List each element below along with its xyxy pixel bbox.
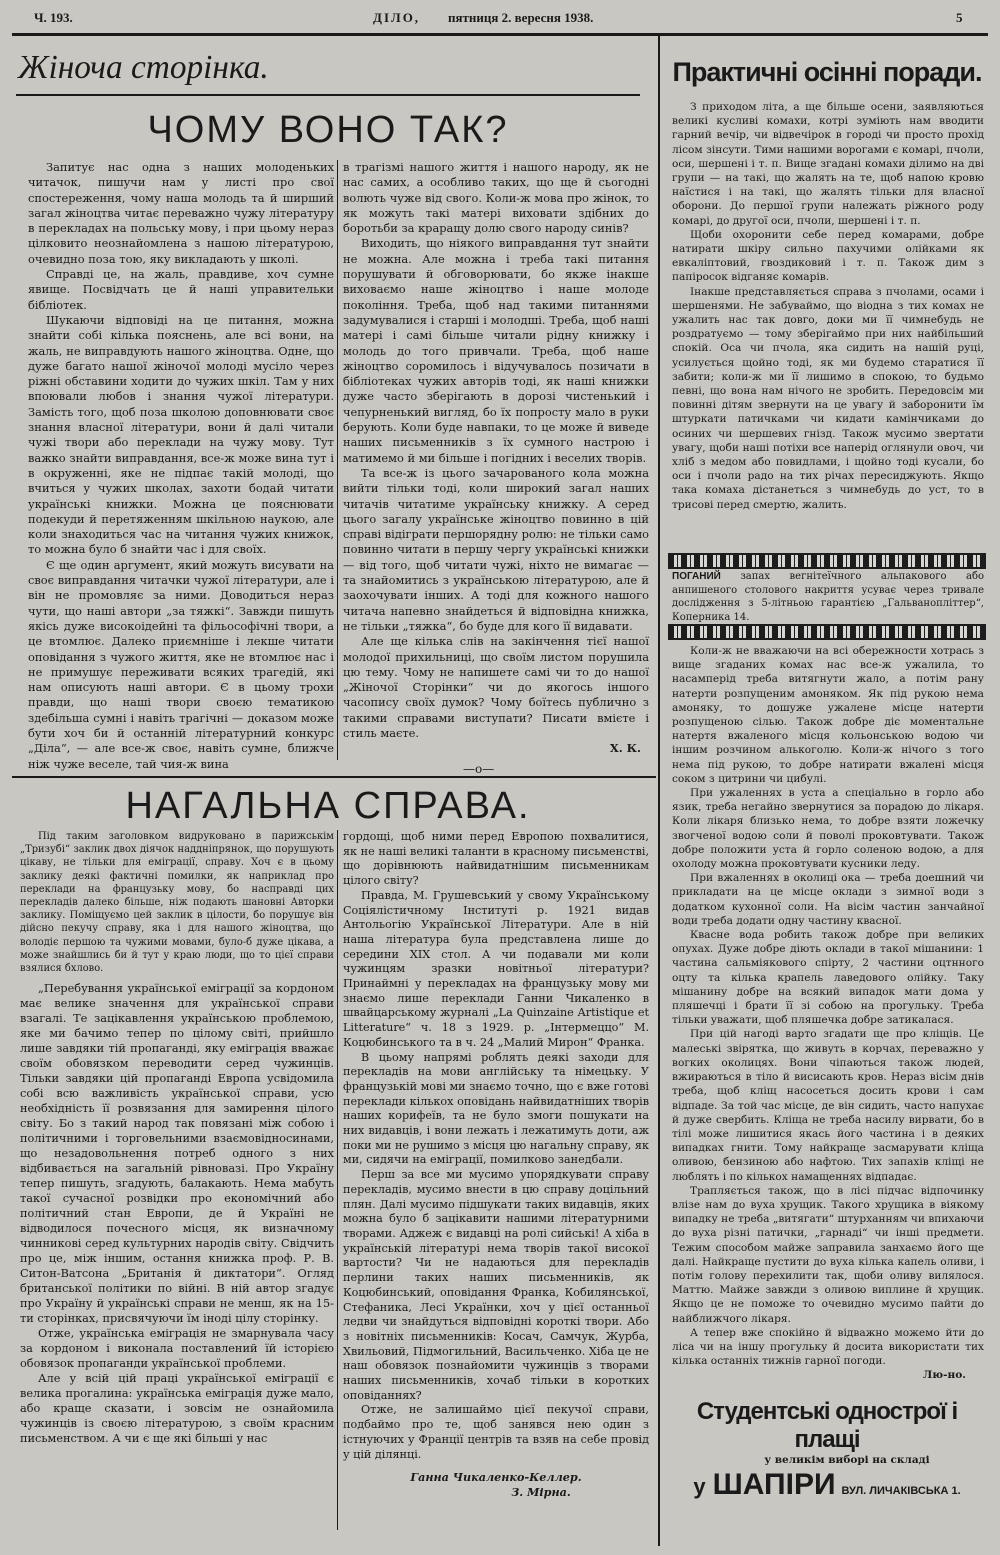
paragraph: Справді це, на жаль, правдиве, хоч сумне явище. Посвідчать це й наші управительки бібліотек. <box>28 267 334 312</box>
autumn-advice-part-1 <box>672 100 984 512</box>
paragraph: Шукаючи відповіді на це питання, можна знайти собі кілька пояснень, але всі вони, на жаль, не виправдують нашого жіноцтва. Одне, що дуже багато нашої жіночої молоді мусіло через ріжні обставини ходити до чужих шкіл. Там у них впоювали любов і знання чужої літератури. Замість того, щоб поза школою доповнювати своє знання власної літератури, вони й далі читали чужі твори або переклади на чужу мову. Тут важко знайти виправдання, все-ж може вина тут і в окруженні, яке не підпає такій молоді, що вчиться у чужих школах, захоти бодай читати українські книжки. Можна це пояснювати подекуди й перетяженням шкільною наукою, але коли знаходиться час на читання чужих книжок, то можна було б знайти час і для своїх. <box>28 312 334 557</box>
author-signature: Ганна Чикаленко-Келлер. <box>410 1470 582 1485</box>
paragraph: При цій нагоді варто згадати ще про кліщів. Це малеські звірятка, що живуть в корчах, переважно у вогких околицях. Вони чіпаються також людей, вжираються в тіло й висисають кров. Нераз вісім днів треба, щоб кліщ насосеться досить крови і сам відпаде. За той час місце, де він сидить, часто напухає й дуже свербить. Кліща не треба насилу вирвати, бо в тілі може лишитися якась його частина і в деяких випадках гнити. Тому найкраще засмарувати кліща оливою, бензиною або нафтою. Тих запахів кліщі не люблять і по кількох намащеннях відпадає. <box>672 1028 984 1183</box>
paragraph: В цьому напрямі роблять деякі заходи для перекладів на мови англійську та німецьку. У французькій мові ми знаємо точно, що є вже готові переклади кількох оповідань найвидатніших творів наших корифеїв, та не було змоги пошукати на них видавців, і вони лежать і лежатимуть доти, аж поки ми не рушимо з місця цю нагальну справу, як ми, сидячи на еміграції, помилково занедбали. <box>343 1050 649 1167</box>
section-title-womens-page: Жіноча сторінка. <box>18 49 269 86</box>
ad-text: запах вегнітеїчного альпакового або анпишеного столового накриття усуває через тривале дослідження з 5-літньою гарантією „Гальванопліттер“, Коперника 14. <box>672 571 984 623</box>
paragraph: З приходом літа, а ще більше осени, заявляються великі кусливі комахи, котрі зуміють нам вводити гарний вечір, чи відвечірок в городі чи просто прохід лісом зінсути. Тими нашими ворогами є комарі, пчоли, оси, шершені і т. п. Вище згадані комахи ділимо на дві групи — на такі, що жалять на те, щоб напою кровю наїстися і на такі, що жалять тільки для власної оборони. До першої групи належать ріжного роду комарі, до другої оси, пчоли, шершені і т. п. <box>672 101 984 227</box>
common-cause-column-2 <box>343 830 649 1500</box>
article-why-column-1 <box>28 160 334 772</box>
author-signature: З. Мірна. <box>511 1484 571 1499</box>
paragraph: Перш за все ми мусимо упорядкувати справу перекладів, мусимо внести в цю справу доцільний плян. Далі мусимо підшукати таких видавців, яких можна було б зацікавити нашими літературними творами. Аджеж є видавці на ролі сийські! А хіба в українській літературі нема творів такої високої вартости? Чи не надаються для перекладів перлини таких наших письменників, як Коцюбинський, оповідання Франка, Кобилянської, Стефаника, Лесі Українки, хоч у цієї останньої ледви чи знайдуться відповідні короткі твори. Або з новітніх письменників: Косач, Самчук, Журба, Хвильовий, Підмогильний, Васильченко. Хіба це не наш обовязок познайомити чужинців з творами наших письменників, хочаб тільки в коротких оповіданнях? <box>343 1168 649 1402</box>
paragraph: Квасне вода робить також добре при великих опухах. Дуже добре діють оклади в такої мішанини: 1 частина сальміякового спірту, 2 частини оцтнного оцту та кілька крапель лаведового олійку. Таку мішанину добре на всякий випадок мати дома у пляшечці і брати її зі собою на прогульку. Треба тільки уважати, щоб пляшечка добре затикалася. <box>672 929 984 1027</box>
header-masthead: ДІЛО, <box>373 10 421 25</box>
paragraph: Але у всій цій праці української еміграції є велика прогалина: українська еміграція дуже мало, або краще сказати, і зовсім не ознайомила чужинців із своєю літературою, з своїм красним письменством. А чи є ще які більші у нас <box>20 1372 334 1446</box>
section-underline <box>16 94 640 96</box>
paragraph: Виходить, що ніякого виправдання тут знайти не можна. Але можна і треба такі питання порушувати й обговорювати, бо якже інакше виховаємо наше жіноцтво і наше молоде покоління. Треба, щоб над такими питаннями задумувалися і старші і молодші. Треба, щоб наші матері і самі більше читали рідну книжку і молодь до того привчали. Треба, щоб наше жіноцтво соромилось і відучувалось позичати в бібліотеках чужих авторів тоді, як наші книжки дуже часто зберігають в дорозі чистенький і чепурненький вигляд, бо їх попросту мало в руки берують. Коли буде навпаки, то це може й виведе наших письменників з їх сумного настрою і матимемо й ми більше і погідних і веселих творів. <box>343 236 649 465</box>
classified-ad-galvanoplitter <box>672 570 984 624</box>
paragraph: А тепер вже спокійно й відважно можемо йти до ліса чи на іншу прогульку й досита використати тих кілька останніх тижнів гарної погоди. <box>672 1326 984 1368</box>
ad-address: ВУЛ. ЛИЧАКІВСЬКА 1. <box>841 1485 961 1497</box>
ad-headline: Студентські однострої і плащі <box>696 1398 958 1453</box>
header-rule <box>12 33 988 36</box>
paragraph: Є ще один аргумент, який можуть висувати на своє виправдання читачки чужої літератури, але і він не промовляє за ними. Доводиться нераз чути, що наші автори „за тяжкі“. Завжди пишуть якісь дуже високоідейні та фільософічні твори, а це втомлює. Далеко приємніше і лекше читати оповідання з чужого життя, яке не втомлює нас і не примушує переживати всяких трагедій, які нам описують наші автори. Є в цьому трохи правди, що наші твори своєю тематикою здебільша сумні і навіть трагічні — доказом може бути хоч би й останній літературний конкурс „Діла“, — але все-ж своє, навіть сумне, ближче ніж чуже веселе, тай чия-ж вина <box>28 557 334 771</box>
paragraph: При вжаленнях в околиці ока — треба доешний чи прикладати на це місце оклади з зимної води з додатком кухонної соли. На вісім частин занчайної води треба додати одну частину квасної. <box>672 872 984 927</box>
right-column-rule <box>658 36 660 1546</box>
article-title-why: ЧОМУ ВОНО ТАК? <box>147 109 509 151</box>
paragraph: Отже, українська еміграція не змарнувала часу за кордоном і виконала поставлений їй історією обовязок пропаганди української проблеми. <box>20 1327 334 1371</box>
paragraph: Трапляється також, що в лісі підчас відпочинку влізе нам до вуха хрущик. Такого хрущика в віякому випадку не треба „витягати“ штурханням чи впихаючи до вуха різні патички, „гарнаді“ чи інші предмети. Тежим способом майже заправила занхаємо його ще далі. Найкраще пустити до вуха кілька капель оливи, і потім голову перехилити так, щоби оливу вилялося. Маттю. Майже завжди з оливою виплине й хрущик. Якщо це не поможе то очевидно мусимо пайти до найближчого лікаря. <box>672 1184 984 1325</box>
ad-subline: у великім виборі на складі <box>764 1454 930 1466</box>
ad-label: ПОГАНИЙ <box>672 571 721 582</box>
section-divider-rule <box>12 776 656 778</box>
paragraph: Отже, не залишаймо цієї пекучої справи, подбаймо про те, щоб занявся нею один з істнуючих у Франції центрів та взяв на себе провід у цій ділянці. <box>343 1403 649 1461</box>
paragraph: „Перебування української еміграції за кордоном має велике значення для української справи взагалі. Те зацікавлення українською проблемою, яке ми бачимо тепер по цілому світі, прийшло лише завдяки тій пропаганді, яку еміграція вважає своїм обовязком переводити серед чужинців. Тільки завдяки цій пропаганді Европа усвідомила собі всю важливість української справи, усю необхідність її розвязання для замирення цілого світу. Бо з такий народ так повязані між собою і політичними і торговельними взаємовідносинами, що незадовольнення потреб одного з них відбивається на загальній рівновазі. Про Україну тепер пишуть, згадують, балакають. Нема мабуть такої сучасної розвідки про економічний або політичний стан Европи, де й Україні не відводилося почесного місця, як визначному чинникові серед культурних народів світу. Свідчить про це, між іншим, остання книжка проф. Р. В. Ситон-Ватсона „Британія й диктатори“. Огляд британської політики по війні. В ній автор згадує про Україну й українські справи не менш, як на 15-ти сторінках, присвячуючи їм іноді цілу сторінку. <box>20 982 334 1326</box>
article-title-common-cause: НАГАЛЬНА СПРАВА. <box>125 785 531 827</box>
common-cause-column-1 <box>20 830 334 1446</box>
paragraph: Щоби охоронити себе перед комарами, добре натирати шкіру сильно пахучими олійками як евкаліптовий, гвоздиковий і т. п. Також дим з папіросок відганяє комарів. <box>672 228 984 284</box>
paragraph: Інакше представляється справа з пчолами, осами і шершенями. Не забуваймо, що віодна з тих комах не ужалить нас так довго, доки ми її чимнебудь не роздратуємо — тому зберігаймо при них найбільший спокій. Оса чи пчола, яка сидить на нашій руці, усилується щойно тоді, як ми будемо старатися її забити; коли-ж ми її лишимо в спокою, то будьмо певні, що вона нам нічого не зробить. Передовсім ми повинні дітям звернути на це увагу й заборонити їм штуркати патичками чи кидати камінчиками до осиних чи шершевих гнізд. Також мусимо звертати увагу, щоби наші потіхи все наперід оглянули овоч, чи хліб з медом або повидлами, і щойно тоді кусали, бо оси і пчоли радо на тих річах пересиджують. Якщо така комаха дістанеться з чимнебудь до уст, то в трисові перед смертю, жалить. <box>672 285 984 511</box>
ad-prefix: у <box>693 1474 705 1499</box>
editorial-intro: Під таким заголовком видруковано в парижськім „Тризубі“ заклик двох діячок надднiпрянок, що порушують цікаву, не тільки для еміграції, справу. Хоч є в цьому заклику деякі фактичні помилки, як наприклад про переклади на французьку мову, бо насправді цих перекладів далеко більше, ніж подають шановні Авторки заклику. Поміщуємо цей заклик в цілости, бо порушує він дійсно пекучу справу, яка і для нашого жіноцтва, що володіє першою та чужими мовами, було-б дуже цікава, а може знайшлись би й тут у краю люди, що то цієї справи взялися бхлово. <box>20 831 334 975</box>
article-title-autumn-advice: Практичні осінні поради. <box>672 57 982 87</box>
column-divider <box>337 160 338 760</box>
paragraph: При ужаленнях в уста а спеціально в горло або язик, треба негайно звернутися за порадою до лікаря. Коли лікаря близько нема, то добре взяти ложечку звогченої водою соли й поволі проковтувати. Також добре положити уста й горло соленою водою, а для охолоду можна проковтувати кусники леду. <box>672 787 984 871</box>
article-why-column-2 <box>343 160 649 757</box>
header-date: пятниця 2. вересня 1938. <box>448 10 594 25</box>
ornamental-border <box>668 553 986 569</box>
header-issue: Ч. 193. <box>34 10 73 25</box>
paragraph: Запитує нас одна з наших молоденьких читачок, пишучи нам у листі про свої спостереження, чому наша молодь та й ширший загал жіноцтва читає переважно чужу літературу в перекладах на польську мову, і при цьому нераз цілковито неознайомлена з нашою літературою, очевидно поза тою, яку викладають у школі. <box>28 160 334 266</box>
paragraph: Коли-ж не вважаючи на всі обережности хотрась з вище згаданих комах нас все-ж ужалила, то насамперід треба витягнути жало, а потім рану натерти розпущеним амоняком. Як під рукою нема амоняку, то дошуже ужалене місце натерти розпущеною сілью. Також добре діє моментальне натертя вжаленого місця кольонською водою чи іншим розчином алькоголю. Коли-ж нічого з того нема під рукою, то добре натирати вжалені місця соком з цитрини чи цибулі. <box>672 645 984 785</box>
ad-brand: ШАПІРИ <box>712 1468 836 1501</box>
paragraph: Та все-ж із цього зачарованого кола можна вийти тільки тоді, коли широкий загал наших читачів читатиме українську книжку. А серед цього загалу українське жіноцтво повинно в цій справі відіграти першорядну ролю: не тільки само повинно читати в першу чергу українські книжки — від того, щоб читати чужі, ніхто не вимагає — та знайомитись з українською літературою, але й заохочувати інших. А тоді для кожного нашого читача напевно знайдеться й відповідна книжка, не тільки „тяжка“, бо буде для кого її видавати. <box>343 465 649 633</box>
header-page-number: 5 <box>956 10 963 25</box>
paragraph: в трагізмі нашого життя і нашого народу, як не нас самих, а особливо таких, що ще й сьогодні волють чуже від свого. Коли-ж мова про жінок, то як можуть такі матері виховати здібних до боротьби за краращу долю свого народу синів? <box>343 160 649 236</box>
author-signature: Лю-но. <box>922 1369 966 1382</box>
column-divider <box>337 830 338 1530</box>
autumn-advice-part-2 <box>672 644 984 1383</box>
advertisement-shapiro <box>668 1398 986 1501</box>
article-separator: —о— <box>463 762 495 776</box>
paragraph: Правда, М. Грушевський у свому Українському Соціялістичному Інституті р. 1921 видав Антольогію Української Літератури. Але в ній наша література була представлена лише до середини XIX стол. А чи подавали ми коли чужинцям зразки новітньої літератури? Принаймні у перекладах на французьку мову ми знаємо лише переклади Ганни Чикаленко в швайцарському журналі „La Quinzaine Artistique et Litterature“ ч. 18 з 1929. р. „Інтермеццо“ М. Коцюбинського та в ч. 24 „Малий Мирон“ Франка. <box>343 888 649 1049</box>
paragraph: Але ще кілька слів на закінчення тієї нашої молодої прихильниці, що своїм листом порушила цю тему. Чому не напишете самі чи то до нашої „Жіночої Сторінки“ чи до якогось іншого часопису своїх думок? Чому боїтесь публично з такими справами виступати? Писати вмієте і стиль маєте. <box>343 634 649 740</box>
paragraph: гордощі, щоб ними перед Европою похвалитися, як не наші великі таланти в красному письменстві, що дорівнюють найвидатнішим письменникам цілого світу? <box>343 830 649 888</box>
ornamental-border <box>668 624 986 640</box>
author-signature: Х. К. <box>609 741 641 756</box>
